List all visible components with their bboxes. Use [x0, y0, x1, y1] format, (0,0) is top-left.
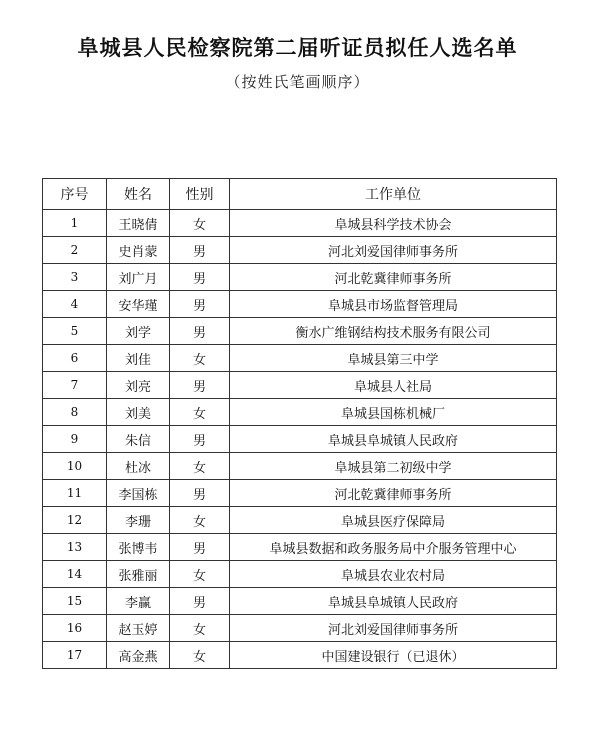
cell-name: 李珊: [107, 507, 170, 534]
table-row: [43, 453, 557, 480]
cell-gender: 男: [170, 318, 230, 345]
cell-number: 13: [43, 534, 107, 561]
candidate-table: [42, 178, 557, 669]
table-row: [43, 210, 557, 237]
cell-number: 11: [43, 480, 107, 507]
cell-gender: 女: [170, 642, 230, 669]
cell-unit: 中国建设银行（已退休）: [230, 642, 557, 669]
cell-name: 张雅丽: [107, 561, 170, 588]
table-row: [43, 534, 557, 561]
cell-name: 赵玉婷: [107, 615, 170, 642]
cell-unit: 阜城县医疗保障局: [230, 507, 557, 534]
cell-name: 史肖蒙: [107, 237, 170, 264]
cell-name: 刘广月: [107, 264, 170, 291]
table-row: [43, 264, 557, 291]
table-header-row: [43, 179, 557, 210]
cell-gender: 男: [170, 237, 230, 264]
cell-name: 刘美: [107, 399, 170, 426]
cell-gender: 女: [170, 210, 230, 237]
table-row: [43, 345, 557, 372]
cell-gender: 男: [170, 480, 230, 507]
table-row: [43, 372, 557, 399]
cell-name: 朱信: [107, 426, 170, 453]
cell-gender: 女: [170, 561, 230, 588]
cell-gender: 女: [170, 345, 230, 372]
table-row: [43, 426, 557, 453]
cell-gender: 男: [170, 291, 230, 318]
cell-unit: 阜城县市场监督管理局: [230, 291, 557, 318]
table-row: [43, 642, 557, 669]
cell-gender: 男: [170, 426, 230, 453]
page-subtitle: （按姓氏笔画顺序）: [225, 73, 370, 91]
cell-unit: 阜城县阜城镇人民政府: [230, 588, 557, 615]
table-row: [43, 507, 557, 534]
table-body: [43, 210, 557, 669]
cell-name: 王晓倩: [107, 210, 170, 237]
cell-gender: 女: [170, 615, 230, 642]
cell-name: 李国栋: [107, 480, 170, 507]
cell-unit: 阜城县阜城镇人民政府: [230, 426, 557, 453]
cell-number: 1: [43, 210, 107, 237]
cell-unit: 阜城县数据和政务服务局中介服务管理中心: [230, 534, 557, 561]
cell-name: 刘亮: [107, 372, 170, 399]
table-row: [43, 318, 557, 345]
table-row: [43, 561, 557, 588]
table-row: [43, 588, 557, 615]
table-row: [43, 399, 557, 426]
cell-number: 9: [43, 426, 107, 453]
cell-unit: 河北刘爱国律师事务所: [230, 615, 557, 642]
cell-unit: 衡水广维钢结构技术服务有限公司: [230, 318, 557, 345]
cell-number: 17: [43, 642, 107, 669]
cell-number: 2: [43, 237, 107, 264]
cell-gender: 男: [170, 372, 230, 399]
column-header-unit: 工作单位: [230, 179, 557, 210]
cell-number: 6: [43, 345, 107, 372]
cell-unit: 河北乾冀律师事务所: [230, 480, 557, 507]
cell-name: 张博韦: [107, 534, 170, 561]
cell-number: 8: [43, 399, 107, 426]
cell-gender: 男: [170, 534, 230, 561]
cell-number: 14: [43, 561, 107, 588]
cell-name: 刘佳: [107, 345, 170, 372]
cell-gender: 男: [170, 264, 230, 291]
cell-unit: 阜城县国栋机械厂: [230, 399, 557, 426]
cell-gender: 女: [170, 507, 230, 534]
page-title: 阜城县人民检察院第二届听证员拟任人选名单: [77, 36, 518, 60]
cell-unit: 河北刘爱国律师事务所: [230, 237, 557, 264]
column-header-name: 姓名: [107, 179, 170, 210]
column-header-number: 序号: [43, 179, 107, 210]
cell-gender: 女: [170, 399, 230, 426]
table-row: [43, 237, 557, 264]
cell-unit: 河北乾冀律师事务所: [230, 264, 557, 291]
cell-unit: 阜城县第二初级中学: [230, 453, 557, 480]
cell-name: 李赢: [107, 588, 170, 615]
cell-number: 10: [43, 453, 107, 480]
cell-unit: 阜城县人社局: [230, 372, 557, 399]
cell-unit: 阜城县农业农村局: [230, 561, 557, 588]
cell-number: 16: [43, 615, 107, 642]
cell-name: 安华瑾: [107, 291, 170, 318]
cell-number: 4: [43, 291, 107, 318]
cell-unit: 阜城县第三中学: [230, 345, 557, 372]
cell-gender: 男: [170, 588, 230, 615]
cell-gender: 女: [170, 453, 230, 480]
table-row: [43, 615, 557, 642]
cell-number: 15: [43, 588, 107, 615]
table-row: [43, 480, 557, 507]
cell-name: 杜冰: [107, 453, 170, 480]
table-row: [43, 291, 557, 318]
cell-name: 刘学: [107, 318, 170, 345]
column-header-gender: 性别: [170, 179, 230, 210]
cell-name: 高金燕: [107, 642, 170, 669]
cell-number: 12: [43, 507, 107, 534]
cell-unit: 阜城县科学技术协会: [230, 210, 557, 237]
cell-number: 5: [43, 318, 107, 345]
cell-number: 7: [43, 372, 107, 399]
cell-number: 3: [43, 264, 107, 291]
